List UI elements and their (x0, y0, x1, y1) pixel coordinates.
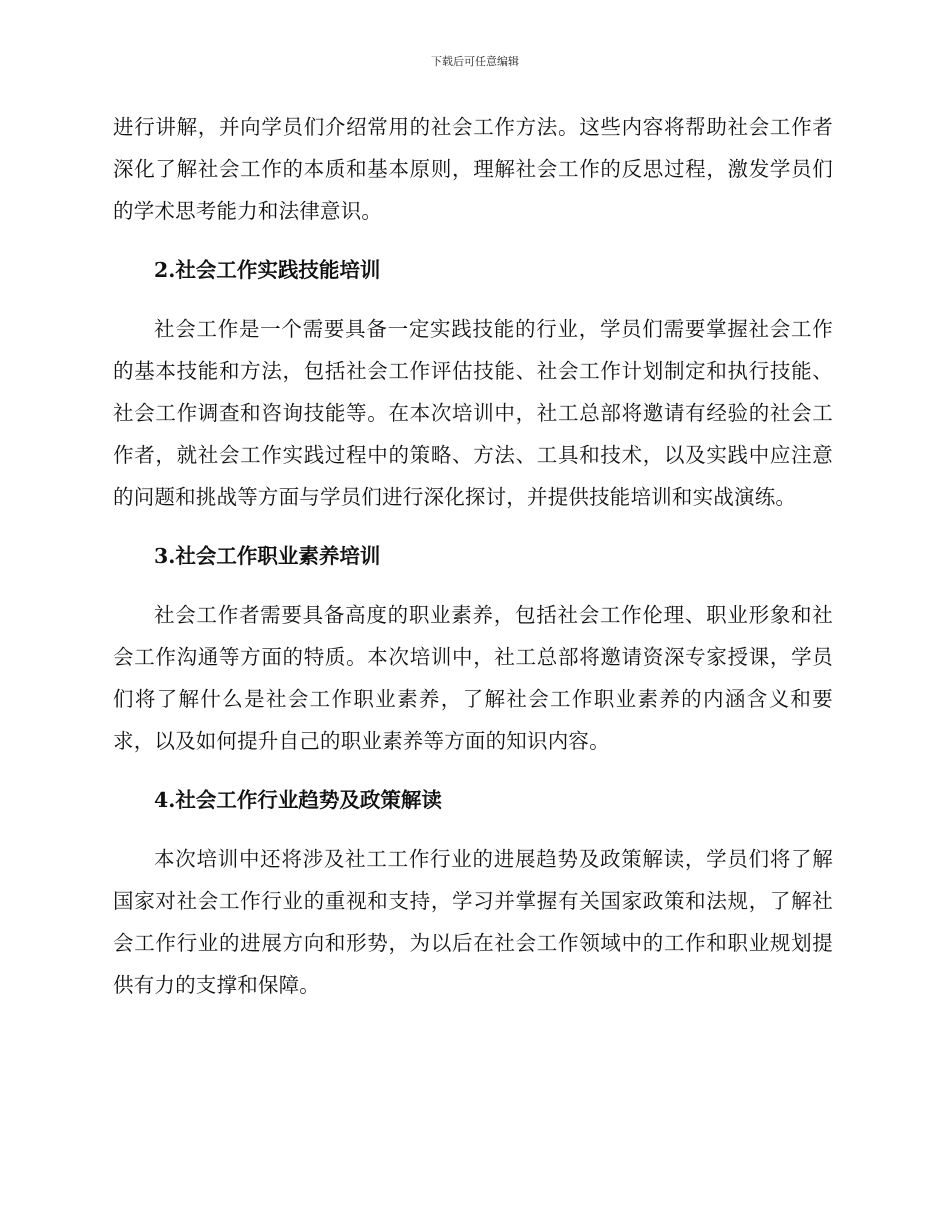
page-header: 下载后可任意编辑 (431, 55, 519, 68)
document-body (113, 106, 833, 1023)
section-3-heading: 3.社会工作职业素养培训 (154, 544, 381, 568)
intro-continuation-paragraph: 进行讲解，并向学员们介绍常用的社会工作方法。这些内容将帮助社会工作者深化了解社会工作的本质和基本原则，理解社会工作的反思过程，激发学员们的学术思考能力和法律意识。 (113, 115, 833, 223)
section-3-paragraph: 社会工作者需要具备高度的职业素养，包括社会工作伦理、职业形象和社会工作沟通等方面的特质。本次培训中，社工总部将邀请资深专家授课，学员们将了解什么是社会工作职业素养，了解社会工作职业素养的内涵含义和要求，以及如何提升自己的职业素养等方面的知识内容。 (113, 603, 833, 753)
section-2-heading: 2.社会工作实践技能培训 (154, 258, 381, 282)
section-4-heading: 4.社会工作行业趋势及政策解读 (154, 788, 442, 812)
section-2-paragraph: 社会工作是一个需要具备一定实践技能的行业，学员们需要掌握社会工作的基本技能和方法，包括社会工作评估技能、社会工作计划制定和执行技能、社会工作调查和咨询技能等。在本次培训中，社工总部将邀请有经验的社会工作者，就社会工作实践过程中的策略、方法、工具和技术，以及实践中应注意的问题和挑战等方面与学员们进行深化探讨，并提供技能培训和实战演练。 (113, 317, 833, 509)
section-4-paragraph: 本次培训中还将涉及社工工作行业的进展趋势及政策解读，学员们将了解国家对社会工作行业的重视和支持，学习并掌握有关国家政策和法规，了解社会工作行业的进展方向和形势，为以后在社会工作领域中的工作和职业规划提供有力的支撑和保障。 (113, 847, 833, 997)
